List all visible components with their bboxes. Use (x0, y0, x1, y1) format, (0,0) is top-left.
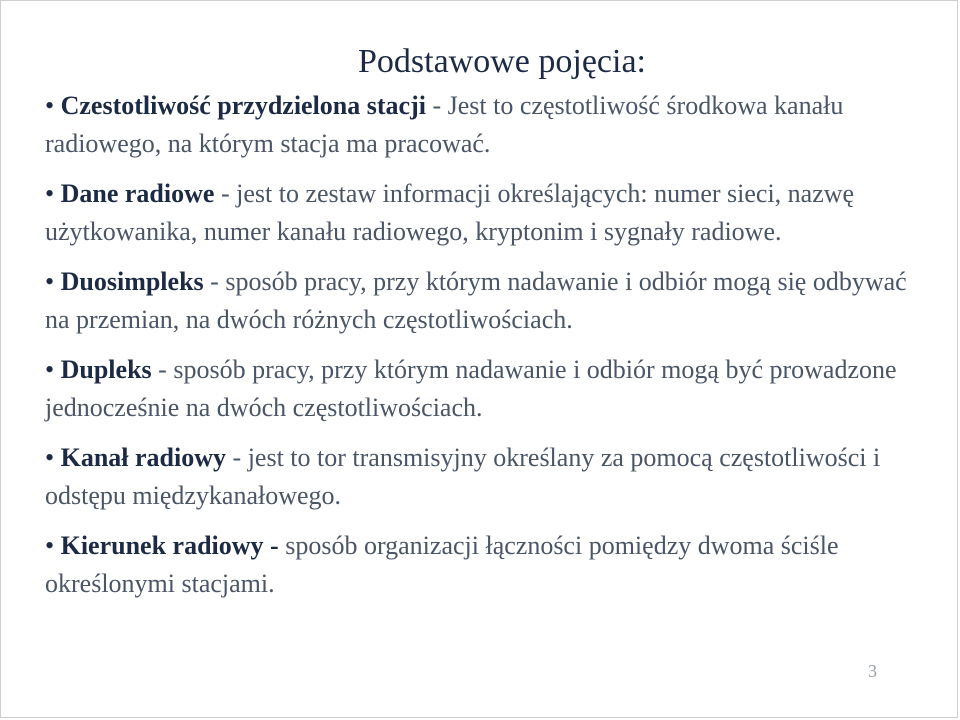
bullet-icon: • (45, 267, 55, 296)
slide-title: Podstawowe pojęcia: (358, 43, 646, 80)
definition-text: jest to zestaw informacji określających: numer sieci, nazwę użytkowanika, numer kanału radiowego, kryptonim i sygnały radiowe. (45, 179, 855, 246)
definition-text: Jest to częstotliwość środkowa kanału radiowego, na którym stacja ma pracować. (45, 91, 844, 158)
definition-separator: - (425, 91, 448, 120)
definition-item (45, 263, 935, 339)
definition-separator: - (214, 179, 237, 208)
definition-text: sposób pracy, przy którym nadawanie i odbiór mogą być prowadzone jednocześnie na dwóch częstotliwościach. (45, 355, 897, 422)
definition-separator: - (203, 267, 226, 296)
definition-item (45, 351, 935, 427)
definition-text: sposób pracy, przy którym nadawanie i odbiór mogą się odbywać na przemian, na dwóch różnych częstotliwościach. (45, 267, 907, 334)
definition-item (45, 87, 935, 163)
definition-item (45, 439, 935, 515)
bullet-icon: • (45, 443, 55, 472)
definition-term: Czestotliwość przydzielona stacji (60, 91, 426, 120)
definition-separator: - (151, 355, 174, 384)
definition-term: Dupleks (60, 355, 152, 384)
definition-term: Dane radiowe (60, 179, 215, 208)
definition-term: Kierunek radiowy - (60, 531, 279, 560)
bullet-icon: • (45, 531, 55, 560)
definition-item (45, 527, 935, 603)
definition-text: sposób organizacji łączności pomiędzy dwoma ściśle określonymi stacjami. (45, 531, 839, 598)
page-number: 3 (868, 661, 877, 681)
definition-term: Duosimpleks (60, 267, 204, 296)
bullet-icon: • (45, 355, 55, 384)
definition-separator: - (226, 443, 248, 472)
definition-term: Kanał radiowy (60, 443, 227, 472)
definition-text: jest to tor transmisyjny określany za pomocą częstotliwości i odstępu międzykanałowego. (45, 443, 881, 510)
bullet-icon: • (45, 91, 55, 120)
definition-list (45, 87, 935, 615)
definition-item (45, 175, 935, 251)
bullet-icon: • (45, 179, 55, 208)
